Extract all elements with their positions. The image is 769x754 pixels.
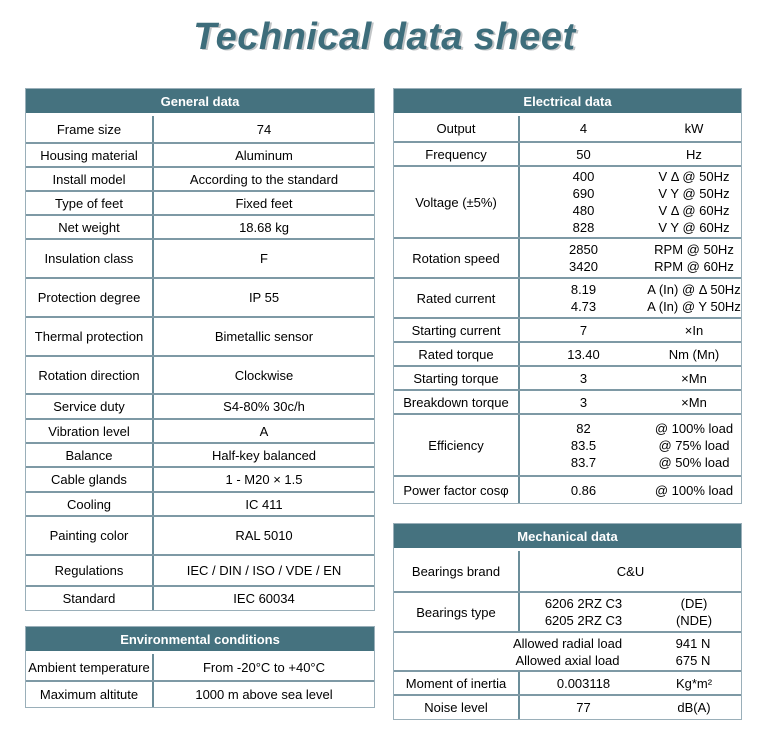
row-value-line: 83.5 bbox=[570, 437, 597, 453]
table-row bbox=[26, 585, 374, 610]
row-units bbox=[647, 367, 741, 389]
table-row bbox=[394, 670, 741, 694]
general-data-table bbox=[25, 88, 375, 611]
row-label: Bearings type bbox=[394, 593, 520, 631]
row-value: 18.68 kg bbox=[239, 219, 289, 235]
table-header: Environmental conditions bbox=[26, 627, 374, 654]
table-row bbox=[394, 277, 741, 317]
row-value-line: 4.73 bbox=[570, 299, 597, 314]
row-label: Voltage (±5%) bbox=[394, 167, 520, 237]
row-value: IC 411 bbox=[245, 496, 283, 512]
table-row bbox=[394, 317, 741, 341]
row-value: Aluminum bbox=[235, 147, 293, 163]
row-value-line: 3 bbox=[579, 370, 588, 386]
row-unit-line: ×Mn bbox=[681, 370, 707, 386]
table-row bbox=[394, 237, 741, 277]
row-label: Protection degree bbox=[26, 279, 154, 316]
row-value: From -20°C to +40°C bbox=[202, 659, 326, 675]
row-units bbox=[647, 696, 741, 719]
table-row bbox=[394, 141, 741, 165]
row-value-line: 480 bbox=[572, 203, 595, 218]
table-row bbox=[26, 491, 374, 515]
row-value: F bbox=[260, 251, 268, 266]
row-value-line: 8.19 bbox=[570, 282, 597, 297]
row-label: Efficiency bbox=[394, 415, 520, 475]
row-values bbox=[520, 696, 647, 719]
row-values bbox=[520, 279, 647, 317]
table-row bbox=[394, 475, 741, 503]
row-unit-line: ×Mn bbox=[681, 394, 707, 410]
table-row bbox=[394, 165, 741, 237]
row-value-line: 0.86 bbox=[570, 482, 597, 498]
table-row bbox=[394, 551, 741, 591]
table-row bbox=[26, 515, 374, 554]
table-row bbox=[26, 355, 374, 393]
row-label: Insulation class bbox=[26, 240, 154, 277]
row-label: Painting color bbox=[26, 517, 154, 554]
row-label: Rotation direction bbox=[26, 357, 154, 393]
table-row bbox=[26, 466, 374, 491]
row-unit-line: RPM @ 60Hz bbox=[654, 259, 734, 274]
row-value-line: 7 bbox=[579, 322, 588, 338]
row-label: Service duty bbox=[26, 395, 154, 418]
row-units bbox=[647, 319, 741, 341]
row-value: 1000 m above sea level bbox=[195, 687, 333, 702]
row-unit-line: A (In) @ Y 50Hz bbox=[647, 299, 741, 314]
table-row bbox=[394, 631, 741, 670]
row-value-line: 828 bbox=[572, 220, 595, 235]
row-values bbox=[520, 672, 647, 694]
row-values bbox=[520, 391, 647, 413]
row-value: IP 55 bbox=[248, 290, 280, 305]
row-value: S4-80% 30c/h bbox=[223, 399, 305, 414]
row-label: Power factor cosφ bbox=[394, 477, 520, 503]
row-value: Fixed feet bbox=[235, 195, 293, 211]
left-column bbox=[25, 88, 375, 708]
row-values bbox=[520, 367, 647, 389]
row-value: 74 bbox=[256, 121, 272, 137]
row-value-line: 4 bbox=[579, 121, 588, 136]
row-label: Output bbox=[394, 116, 520, 141]
row-label: Type of feet bbox=[26, 192, 154, 214]
row-unit-line: V Y @ 50Hz bbox=[658, 186, 730, 201]
row-units bbox=[647, 593, 741, 631]
row-unit-line: Kg*m² bbox=[675, 675, 713, 691]
row-label: Starting current bbox=[394, 319, 520, 341]
row-value-line: 77 bbox=[576, 700, 591, 715]
row-unit-line: V Δ @ 50Hz bbox=[658, 169, 730, 184]
row-label-line: Allowed axial load bbox=[515, 652, 620, 668]
row-label: Moment of inertia bbox=[394, 672, 520, 694]
row-unit-line: @ 75% load bbox=[658, 437, 730, 453]
table-row bbox=[394, 694, 741, 719]
table-row bbox=[26, 238, 374, 277]
row-value-line: 83.7 bbox=[570, 454, 597, 470]
row-unit-line: 941 N bbox=[675, 635, 711, 651]
row-label: Frequency bbox=[394, 143, 520, 165]
row-label: Breakdown torque bbox=[394, 391, 520, 413]
environmental-conditions-table bbox=[25, 626, 375, 708]
electrical-data-table bbox=[393, 88, 742, 504]
row-label: Noise level bbox=[394, 696, 520, 719]
table-row bbox=[26, 442, 374, 466]
table-row bbox=[26, 190, 374, 214]
table-row bbox=[26, 654, 374, 680]
row-values bbox=[520, 343, 647, 365]
row-label: Cable glands bbox=[26, 468, 154, 491]
row-label: Maximum altitute bbox=[26, 682, 154, 707]
row-units bbox=[647, 415, 741, 475]
row-value: A bbox=[259, 423, 269, 439]
table-row bbox=[26, 166, 374, 190]
row-values bbox=[520, 239, 647, 277]
row-label: Net weight bbox=[26, 216, 154, 238]
row-label-line: Allowed radial load bbox=[512, 635, 623, 651]
row-label: Standard bbox=[26, 587, 154, 610]
row-units bbox=[647, 635, 739, 669]
row-unit-line: A (In) @ Δ 50Hz bbox=[647, 282, 741, 297]
row-values bbox=[520, 415, 647, 475]
row-label: Regulations bbox=[26, 556, 154, 585]
row-units bbox=[647, 343, 741, 365]
row-values bbox=[520, 167, 647, 237]
row-unit-line: ×In bbox=[684, 322, 704, 338]
row-label: Cooling bbox=[26, 493, 154, 515]
row-values bbox=[520, 593, 647, 631]
table-row bbox=[394, 389, 741, 413]
row-unit-line: Hz bbox=[686, 146, 702, 162]
table-row bbox=[394, 365, 741, 389]
table-header: General data bbox=[26, 89, 374, 116]
table-row bbox=[394, 116, 741, 141]
row-value: C&U bbox=[616, 563, 645, 579]
row-units bbox=[647, 167, 741, 237]
row-value-line: 690 bbox=[572, 186, 595, 201]
row-label: Starting torque bbox=[394, 367, 520, 389]
row-units bbox=[647, 672, 741, 694]
row-unit-line: V Δ @ 60Hz bbox=[658, 203, 730, 218]
row-unit-line: Nm (Mn) bbox=[668, 346, 720, 362]
row-unit-line: (NDE) bbox=[675, 613, 713, 628]
row-units bbox=[647, 143, 741, 165]
table-header: Mechanical data bbox=[394, 524, 741, 551]
row-value: Bimetallic sensor bbox=[214, 329, 314, 344]
row-label: Rated torque bbox=[394, 343, 520, 365]
row-unit-line: (DE) bbox=[680, 596, 708, 611]
row-value: Clockwise bbox=[234, 367, 294, 383]
row-value: IEC 60034 bbox=[233, 591, 295, 606]
row-value-line: 3 bbox=[579, 394, 588, 410]
row-value-line: 50 bbox=[576, 146, 591, 162]
row-unit-line: RPM @ 50Hz bbox=[654, 242, 734, 257]
row-unit-line: @ 50% load bbox=[658, 454, 730, 470]
row-label: Vibration level bbox=[26, 420, 154, 442]
row-label: Housing material bbox=[26, 144, 154, 166]
table-row bbox=[26, 554, 374, 585]
table-row bbox=[394, 413, 741, 475]
table-row bbox=[26, 393, 374, 418]
row-unit-line: @ 100% load bbox=[654, 420, 734, 436]
table-row bbox=[26, 680, 374, 707]
row-units bbox=[647, 116, 741, 141]
row-label: Rotation speed bbox=[394, 239, 520, 277]
row-units bbox=[647, 477, 741, 503]
table-row bbox=[394, 591, 741, 631]
row-unit-line: 675 N bbox=[675, 652, 711, 668]
row-value: IEC / DIN / ISO / VDE / EN bbox=[186, 563, 342, 578]
row-unit-line: V Y @ 60Hz bbox=[658, 220, 730, 235]
row-values bbox=[520, 116, 647, 141]
row-value-line: 3420 bbox=[569, 259, 598, 274]
row-label: Thermal protection bbox=[26, 318, 154, 355]
right-column bbox=[393, 88, 742, 720]
row-unit-line: kW bbox=[684, 121, 704, 136]
row-values bbox=[520, 477, 647, 503]
row-label: Frame size bbox=[26, 116, 154, 142]
row-value: According to the standard bbox=[189, 171, 339, 187]
page-title: Technical data sheet bbox=[193, 16, 576, 58]
row-label: Ambient temperature bbox=[26, 654, 154, 680]
table-row bbox=[26, 418, 374, 442]
row-label: Balance bbox=[26, 444, 154, 466]
row-units bbox=[647, 239, 741, 277]
row-unit-line: dB(A) bbox=[677, 700, 711, 715]
row-value-line: 0.003118 bbox=[556, 675, 611, 691]
row-value-line: 400 bbox=[572, 169, 595, 184]
row-value-line: 6205 2RZ C3 bbox=[544, 613, 623, 628]
row-values bbox=[520, 143, 647, 165]
row-label: Bearings brand bbox=[394, 551, 520, 591]
table-row bbox=[26, 316, 374, 355]
row-value: RAL 5010 bbox=[235, 528, 293, 543]
row-units bbox=[647, 391, 741, 413]
row-label: Install model bbox=[26, 168, 154, 190]
row-value-line: 6206 2RZ C3 bbox=[544, 596, 623, 611]
table-row bbox=[26, 214, 374, 238]
row-label: Rated current bbox=[394, 279, 520, 317]
row-units bbox=[647, 279, 741, 317]
row-value-line: 13.40 bbox=[567, 346, 600, 362]
table-row bbox=[26, 116, 374, 142]
row-unit-line: @ 100% load bbox=[654, 482, 734, 498]
mechanical-data-table bbox=[393, 523, 742, 720]
table-row bbox=[26, 142, 374, 166]
row-value-line: 82 bbox=[576, 420, 591, 436]
table-header: Electrical data bbox=[394, 89, 741, 116]
row-value: Half-key balanced bbox=[211, 447, 317, 463]
row-value-line: 2850 bbox=[569, 242, 598, 257]
table-row bbox=[26, 277, 374, 316]
row-values bbox=[520, 319, 647, 341]
table-row bbox=[394, 341, 741, 365]
row-value: 1 - M20 × 1.5 bbox=[225, 472, 303, 487]
